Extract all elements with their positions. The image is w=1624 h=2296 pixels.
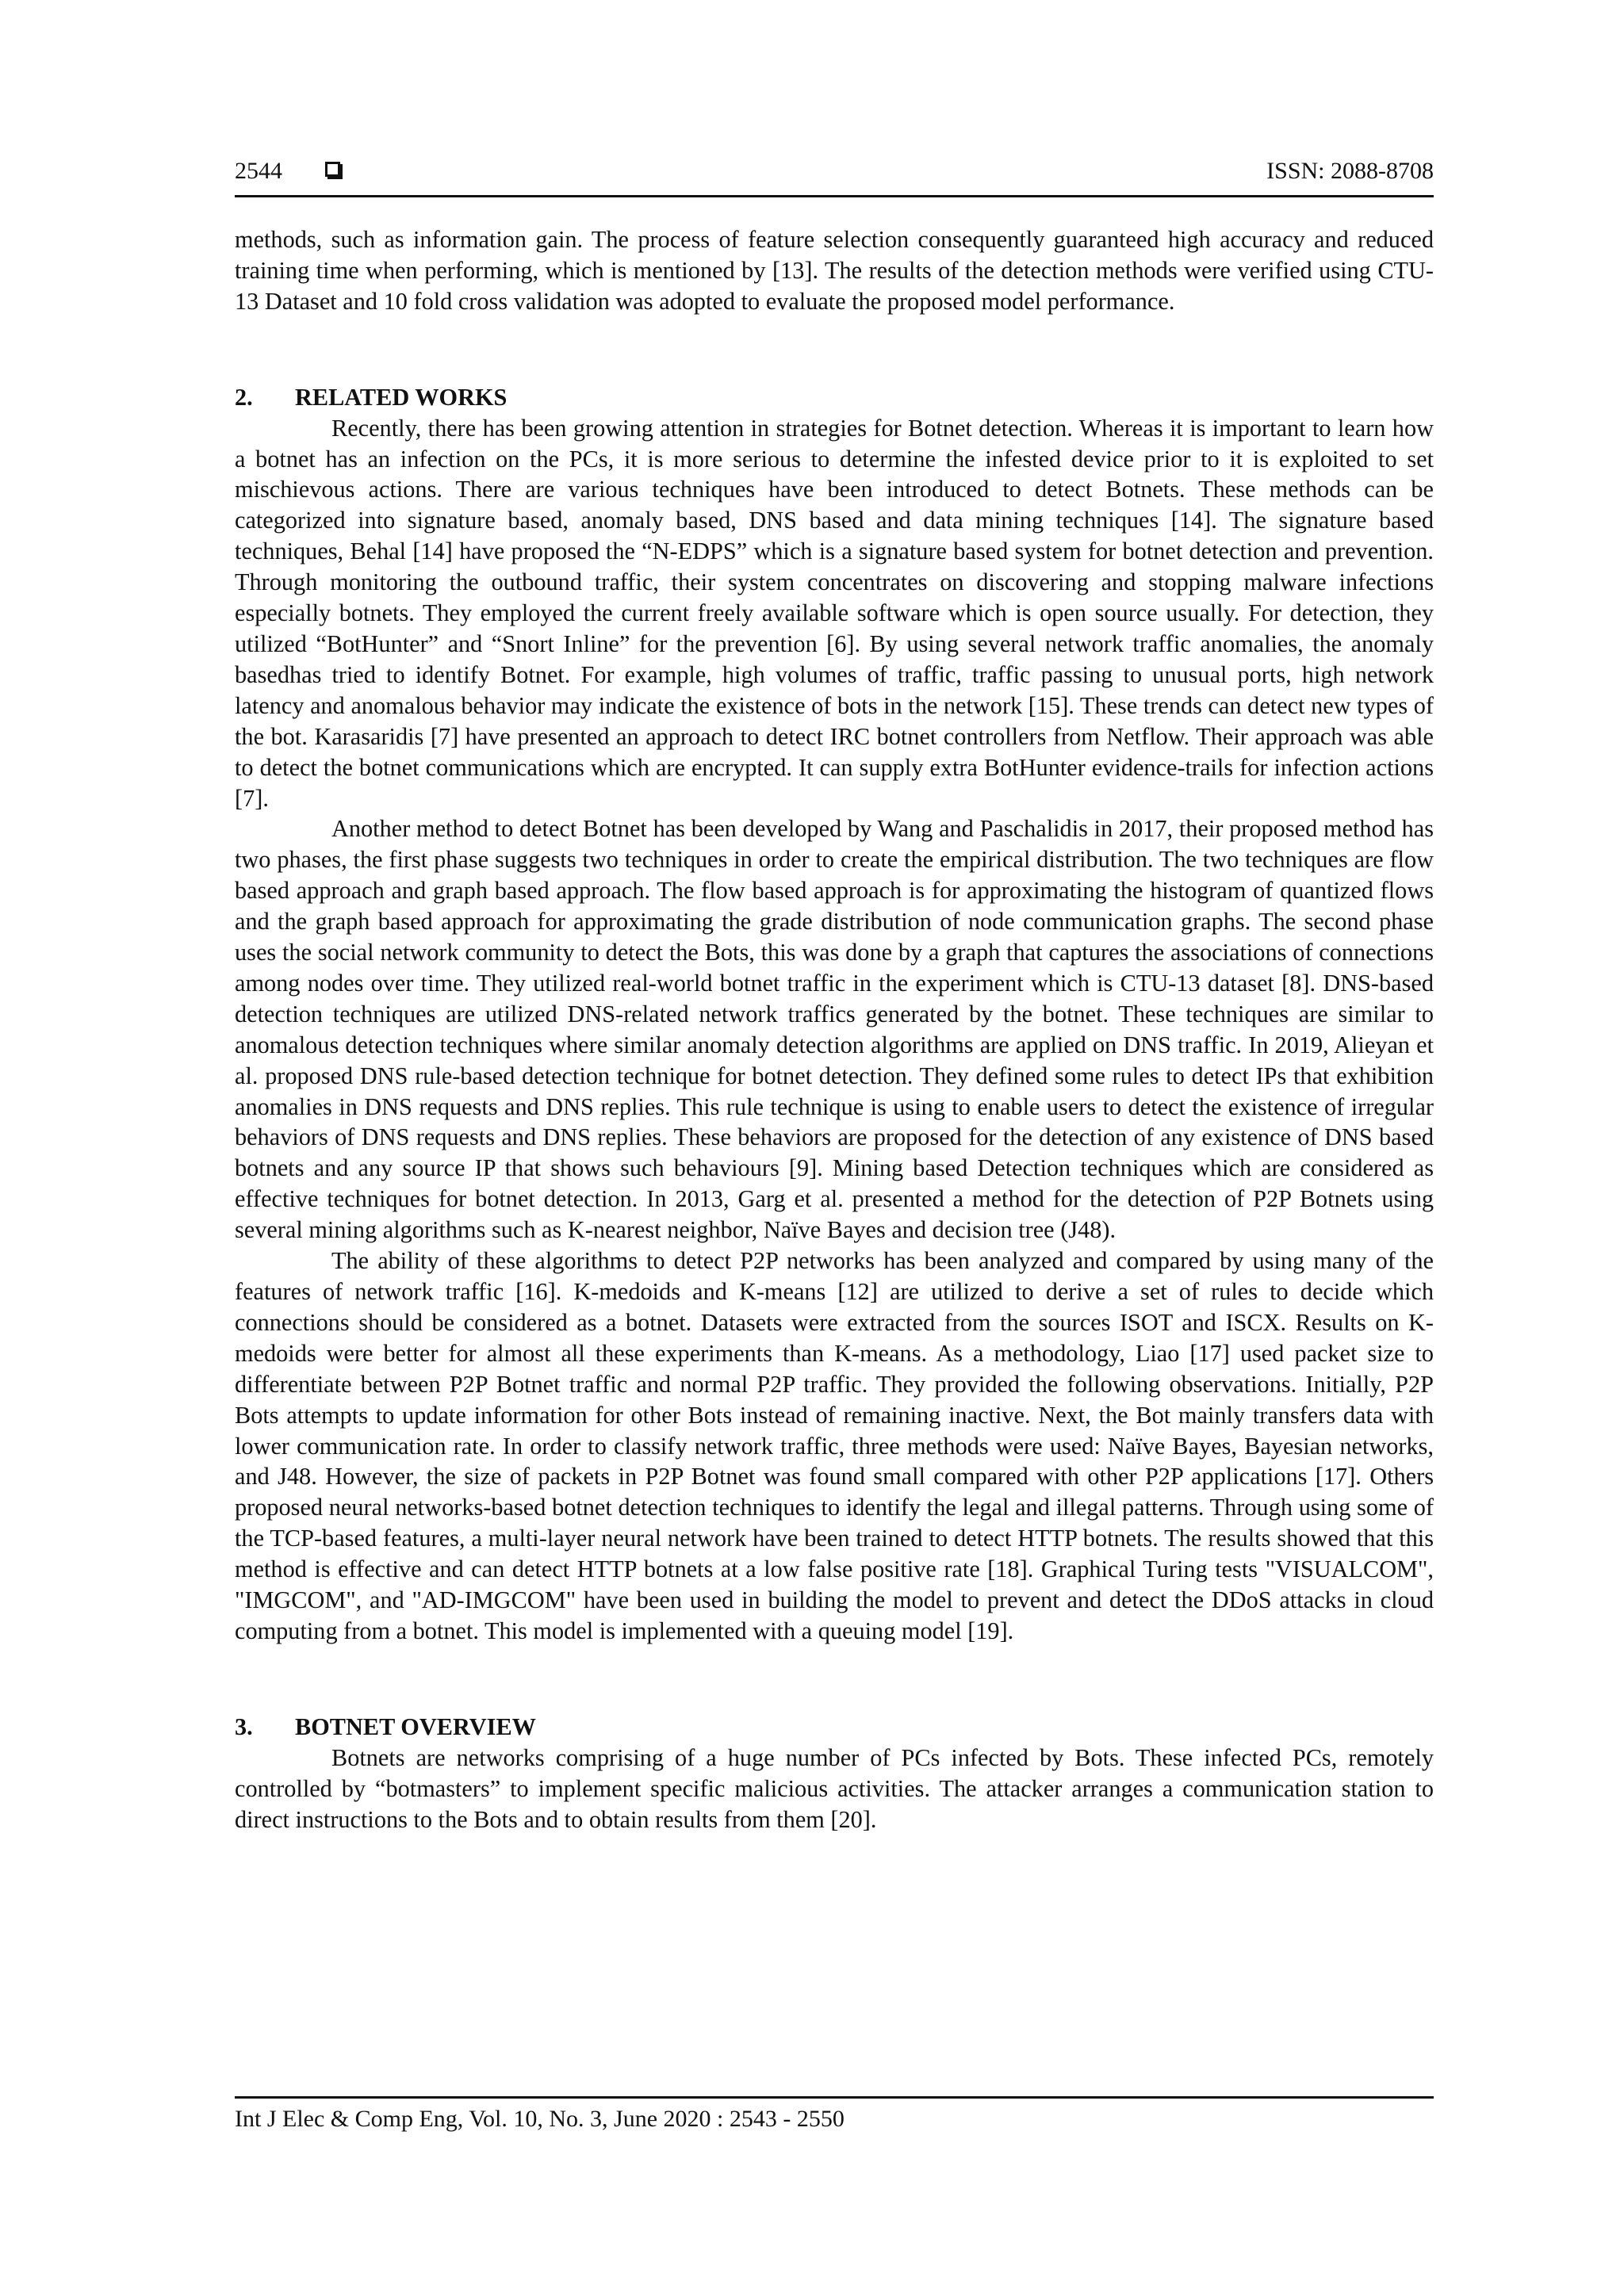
section-heading-botnet-overview bbox=[235, 1712, 1434, 1743]
page-body bbox=[235, 224, 1434, 1835]
journal-citation: Int J Elec & Comp Eng, Vol. 10, No. 3, June 2020 : 2543 - 2550 bbox=[235, 2106, 845, 2132]
footer-rule bbox=[235, 2096, 1434, 2099]
related-works-paragraph-2: Another method to detect Botnet has been developed by Wang and Paschalidis in 2017, their proposed method has two phases, the first phase suggests two techniques in order to create the empirical distribution. The two techniques are flow based approach and graph based approach. The flow based approach is for approximating the histogram of quantized flows and the graph based approach for approximating the grade distribution of node communication graphs. The second phase uses the social network community to detect the Bots, this was done by a graph that captures the associations of connections among nodes over time. They utilized real-world botnet traffic in the experiment which is CTU-13 dataset [8]. DNS-based detection techniques are utilized DNS-related network traffics generated by the botnet. These techniques are similar to anomalous detection techniques where similar anomaly detection algorithms are applied on DNS traffic. In 2019, Alieyan et al. proposed DNS rule-based detection technique for botnet detection. They defined some rules to detect IPs that exhibition anomalies in DNS requests and DNS replies. This rule technique is using to enable users to detect the existence of irregular behaviors of DNS requests and DNS replies. These behaviors are proposed for the detection of any existence of DNS based botnets and any source IP that shows such behaviours [9]. Mining based Detection techniques which are considered as effective techniques for botnet detection. In 2013, Garg et al. presented a method for the detection of P2P Botnets using several mining algorithms such as K-nearest neighbor, Naïve Bayes and decision tree (J48). bbox=[235, 815, 1434, 1244]
page-number: 2544 bbox=[235, 158, 282, 184]
journal-page bbox=[235, 155, 1434, 2185]
botnet-overview-paragraph-1: Botnets are networks comprising of a huge number of PCs infected by Bots. These infected PCs, remotely controlled by “botmasters” to implement specific malicious activities. The attacker arranges a communication station to direct instructions to the Bots and to obtain results from them [20]. bbox=[235, 1743, 1434, 1833]
section-number: 2. bbox=[235, 383, 253, 411]
checkbox-square-icon bbox=[325, 162, 340, 177]
section-heading-related-works bbox=[235, 382, 1434, 413]
issn-label: ISSN: 2088-8708 bbox=[1266, 158, 1434, 184]
related-works-paragraph-3: The ability of these algorithms to detect P2P networks has been analyzed and compared by using many of the features of network traffic [16]. K-medoids and K-means [12] are utilized to derive a set of rules to decide which connections should be considered as a botnet. Datasets were extracted from the sources ISOT and ISCX. Results on K-medoids were better for almost all these experiments than K-means. As a methodology, Liao [17] used packet size to differentiate between P2P Botnet traffic and normal P2P traffic. They provided the following observations. Initially, P2P Bots attempts to update information for other Bots instead of remaining inactive. Next, the Bot mainly transfers data with lower communication rate. In order to classify network traffic, three methods were used: Naïve Bayes, Bayesian networks, and J48. However, the size of packets in P2P Botnet was found small compared with other P2P applications [17]. Others proposed neural networks-based botnet detection techniques to identify the legal and illegal patterns. Through using some of the TCP-based features, a multi-layer neural network have been trained to detect HTTP botnets. The results showed that this method is effective and can detect HTTP botnets at a low false positive rate [18]. Graphical Turing tests "VISUALCOM", "IMGCOM", and "AD-IMGCOM" have been used in building the model to prevent and detect the DDoS attacks in cloud computing from a botnet. This model is implemented with a queuing model [19]. bbox=[235, 1247, 1434, 1644]
running-footer bbox=[235, 2096, 1434, 2135]
running-header bbox=[235, 155, 1434, 195]
section-number: 3. bbox=[235, 1712, 253, 1740]
header-rule bbox=[235, 195, 1434, 197]
section-title: RELATED WORKS bbox=[295, 383, 508, 411]
related-works-paragraph-1: Recently, there has been growing attention in strategies for Botnet detection. Whereas it is important to learn how a botnet has an infection on the PCs, it is more serious to determine the infested device prior to it is exploited to set mischievous actions. There are various techniques have been introduced to detect Botnets. These methods can be categorized into signature based, anomaly based, DNS based and data mining techniques [14]. The signature based techniques, Behal [14] have proposed the “N-EDPS” which is a signature based system for botnet detection and prevention. Through monitoring the outbound traffic, their system concentrates on discovering and stopping malware infections especially botnets. They employed the current freely available software which is open source usually. For detection, they utilized “BotHunter” and “Snort Inline” for the prevention [6]. By using several network traffic anomalies, the anomaly basedhas tried to identify Botnet. For example, high volumes of traffic, traffic passing to unusual ports, high network latency and anomalous behavior may indicate the existence of bots in the network [15]. These trends can detect new types of the bot. Karasaridis [7] have presented an approach to detect IRC botnet controllers from Netflow. Their approach was able to detect the botnet communications which are encrypted. It can supply extra BotHunter evidence-trails for infection actions [7]. bbox=[235, 414, 1434, 812]
section-title: BOTNET OVERVIEW bbox=[295, 1712, 536, 1740]
intro-paragraph: methods, such as information gain. The process of feature selection consequently guaranteed high accuracy and reduced training time when performing, which is mentioned by [13]. The results of the detection methods were verified using CTU-13 Dataset and 10 fold cross validation was adopted to evaluate the proposed model performance. bbox=[235, 226, 1434, 315]
